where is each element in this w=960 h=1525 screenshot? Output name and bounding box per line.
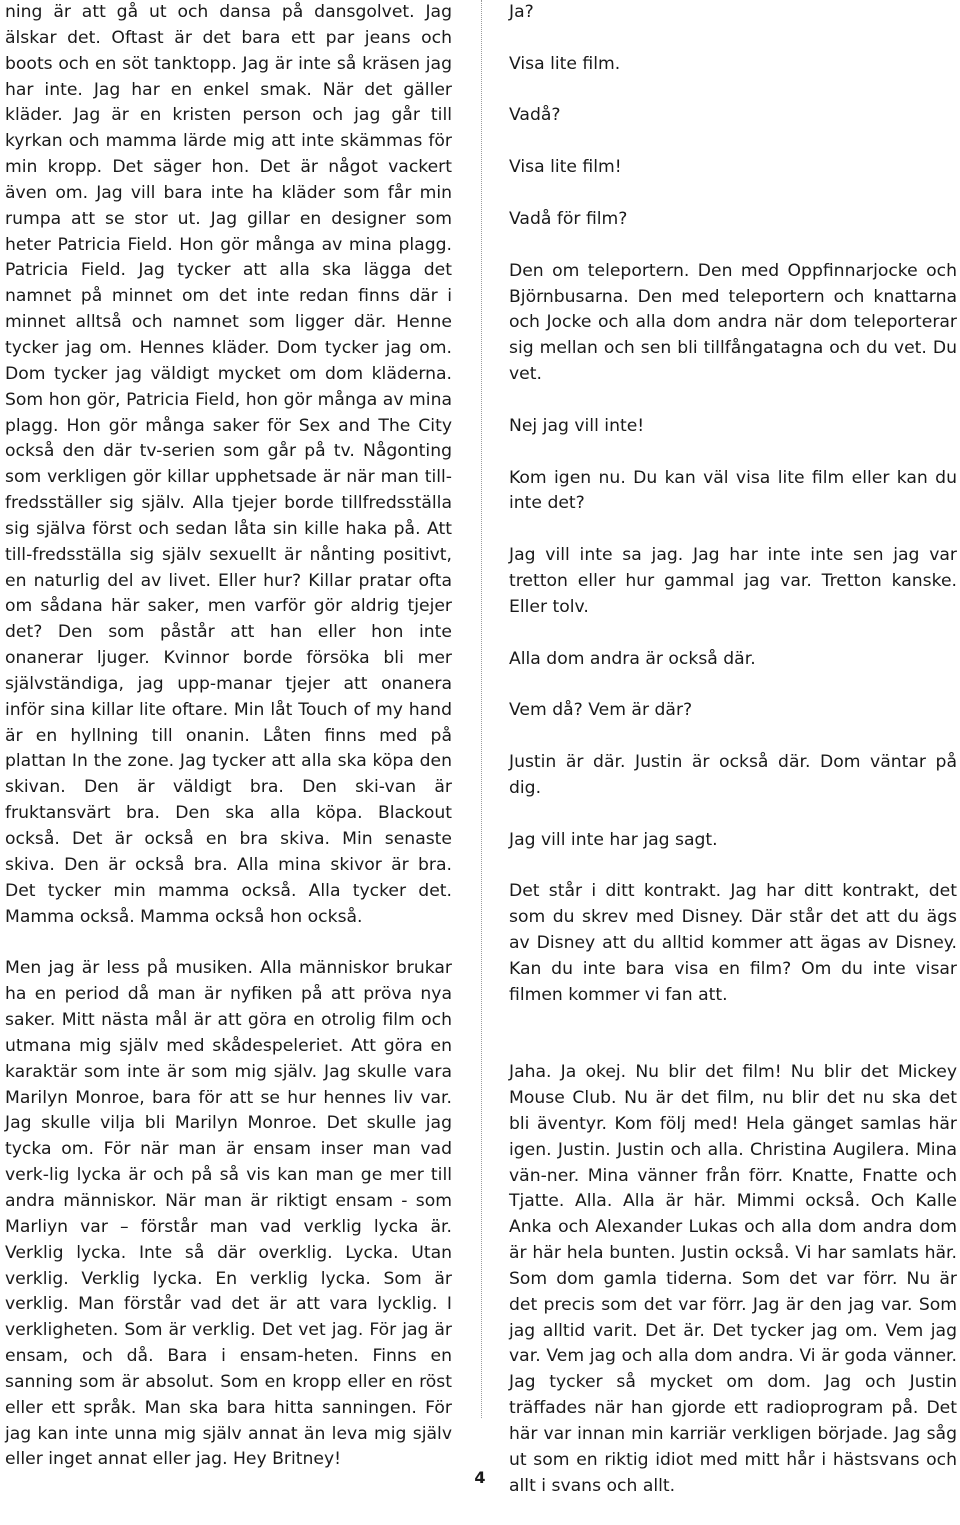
dialogue-line: Det står i ditt kontrakt. Jag har ditt kontrakt, det som du skrev med Disney. Där står det att du ägs av Disney att du alltid kommer att ägas av Disney. Kan du inte bara visa en film? Om du inte visar filmen kommer vi fan att.: [509, 881, 957, 1005]
dialogue-line: Alla dom andra är också där.: [509, 648, 756, 669]
dialogue-line: Jaha. Ja okej. Nu blir det film! Nu blir det Mickey Mouse Club. Nu är det film, nu blir det nu ska det bli äventyr. Kom följ med! Hela gänget samlas här igen. Justin. Justin och alla. Christina Augilera. Mina vän-ner. Mina vänner från förr. Knatte, Fnatte och Tjatte. Alla. Alla är här. Mimmi också. Och Kalle Anka och Alexander Lukas och alla dom andra dom är här hela bunten. Justin också. Vi har samlats här. Som dom gamla tiderna. Som det var förr. Nu är det precis som det var förr. Jag är den jag var. Som jag alltid varit. Det är. Det tycker jag om. Vem jag var. Vem jag och alla dom andra. Vi är goda vänner. Jag tycker så mycket om dom. Jag och Justin träffades när han gjorde ett radioprogram på. Det här var innan min karriär verkligen började. Jag såg ut som en riktig idiot med mitt hår i hästsvans och allt i svans och allt.: [509, 1062, 957, 1496]
dialogue-line: Jag vill inte sa jag. Jag har inte inte sen jag var tretton eller hur gammal jag var. Tretton kanske. Eller tolv.: [509, 545, 957, 617]
dialogue-line: Visa lite film!: [509, 157, 622, 178]
right-column: [509, 0, 957, 1525]
dialogue-line: Vadå för film?: [509, 208, 628, 229]
dialogue-line: Den om teleportern. Den med Oppfinnarjocke och Björnbusarna. Den med teleportern och knattarna och Jocke och alla dom andra när dom teleporterar sig mellan och sen bli tillfångatagna och du vet. Du vet.: [509, 260, 957, 385]
dialogue-line: Vem då? Vem är där?: [509, 700, 693, 721]
page-number: 4: [474, 1468, 486, 1487]
column-divider: [481, 0, 482, 1418]
dialogue-line: Ja?: [509, 2, 534, 22]
body-paragraph: ning är att gå ut och dansa på dansgolvet. Jag älskar det. Oftast är det bara ett par jeans och boots och en söt tanktopp. Jag är inte så kräsen jag har inte. Jag har en enkel smak. När det gäller kläder. Jag är en kristen person och jag går till kyrkan och mamma lärde mig att inte skämmas för min kropp. Det säger hon. Det är något vackert även om. Jag vill bara inte ha kläder som får min rumpa att se stor ut. Jag gillar en designer som heter Patricia Field. Hon gör många av mina plagg. Patricia Field. Jag tycker att alla ska lägga det namnet på minnet om det inte redan finns där i minnet alltså och namnet som ligger där. Henne tycker jag om. Hennes kläder. Dom tycker jag om. Dom tycker jag väldigt mycket om dom kläderna. Som hon gör, Patricia Field, hon gör många av mina plagg. Hon gör många saker för Sex and The City också den där tv-serien som går på tv. Någonting som verkligen gör killar upphetsade är när man till-fredsställer sig själv. Alla tjejer borde tillfredsställa sig själva först och sedan låta sin kille haka på. Att till-fredsställa sig själv sexuellt är nånting positivt, en naturlig del av livet. Eller hur? Killar pratar ofta om sådana här saker, men varför gör aldrig tjejer det? Den som påstår att han eller hon inte onanerar ljuger. Kvinnor borde försöka bli mer självständiga, jag upp-manar tjejer att onanera inför sina killar lite oftare. Min låt Touch of my hand är en hyllning till onanin. Låten finns med på plattan In the zone. Jag tycker att alla ska köpa den skivan. Den är väldigt bra. Den ski-van är fruktansvärt bra. Den ska alla köpa. Blackout också. Det är också en bra skiva. Min senaste skiva. Den är också bra. Alla mina skivor är bra. Det tycker min mamma också. Alla tycker det. Mamma också. Mamma också hon också.: [5, 2, 452, 927]
dialogue-line: Kom igen nu. Du kan väl visa lite film eller kan du inte det?: [509, 467, 957, 514]
dialogue-line: Visa lite film.: [509, 53, 621, 74]
dialogue-line: Vadå?: [509, 105, 561, 126]
dialogue-line: Justin är där. Justin är också där. Dom väntar på dig.: [509, 751, 957, 798]
left-column: [5, 0, 452, 1473]
dialogue-line: Nej jag vill inte!: [509, 415, 645, 436]
dialogue-line: Jag vill inte har jag sagt.: [509, 829, 718, 850]
body-paragraph: Men jag är less på musiken. Alla människor brukar ha en period då man är nyfiken på att pröva nya saker. Mitt nästa mål är att göra en otrolig film och utmana mig själv med skådespeleriet. Att göra en karaktär som inte är som mig själv. Jag skulle vara Marilyn Monroe, bara för att se hur hennes liv var. Jag skulle vilja bli Marilyn Monroe. Det skulle jag tycka om. För när man är ensam inser man vad verk-lig lycka är och på så vis kan man ge mer till andra människor. När man är riktigt ensam - som Marliyn var – förstår man vad verklig lycka är. Verklig lycka. Inte så där overklig. Lycka. Utan verklig. Verklig lycka. En verklig lycka. Som är verklig. Man förstår vad det är att vara lycklig. I verkligheten. Som är verklig. Det vet jag. För jag är ensam, och då. Bara i ensam-heten. Finns en sanning som är absolut. Som en kropp eller en röst eller ett språk. Man ska bara hitta sanningen. För jag kan inte unna mig själv annat än leva mig själv eller inget annat eller jag. Hey Britney!: [5, 958, 452, 1470]
